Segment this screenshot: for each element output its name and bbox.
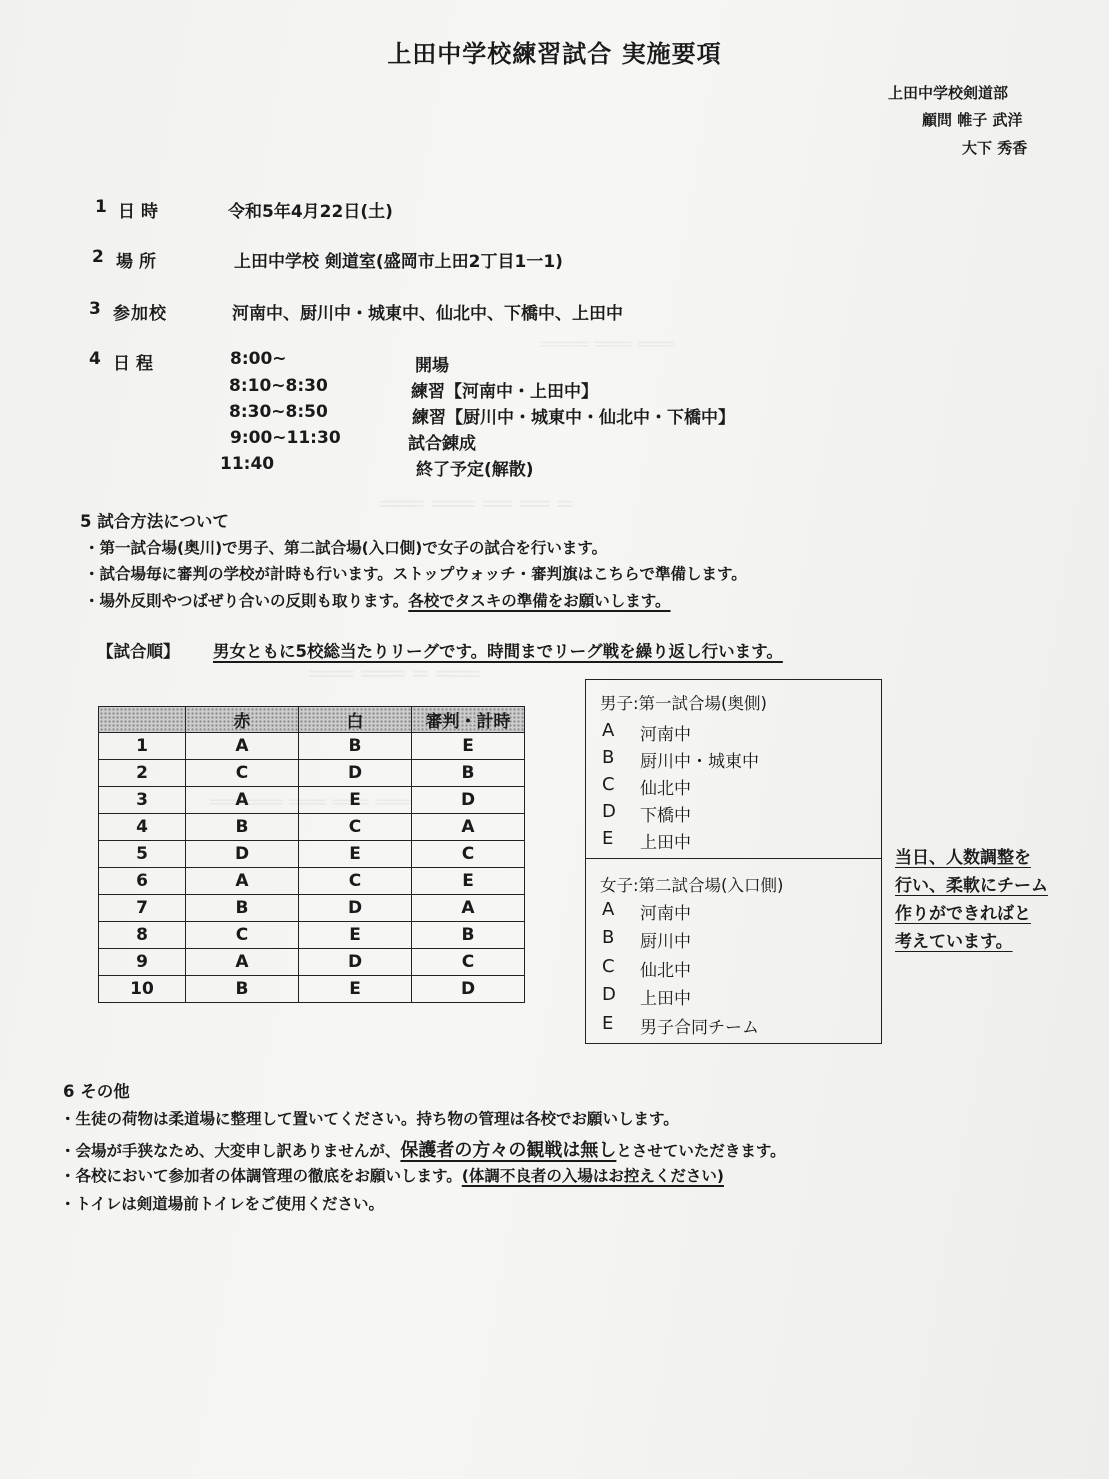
team-letter: A (602, 899, 615, 920)
section-number: 3 (89, 299, 101, 319)
table-cell: B (412, 760, 525, 787)
table-row (99, 787, 525, 814)
show-through-text (540, 332, 674, 356)
table-cell: C (186, 760, 299, 787)
order-text: 男女ともに5校総当たりリーグです。時間までリーグ戦を繰り返し行います。 (213, 642, 783, 661)
table-cell: A (186, 868, 299, 895)
match-order-table (98, 706, 525, 1003)
table-cell: 6 (99, 868, 186, 895)
team-name: 仙北中 (640, 961, 691, 981)
team-letter: E (602, 1013, 614, 1034)
schedule-time: 8:30~8:50 (229, 402, 328, 422)
other-heading: 6 その他 (63, 1082, 130, 1101)
table-cell: A (186, 787, 299, 814)
team-name: 上田中 (640, 833, 691, 853)
schedule-time: 11:40 (220, 454, 275, 474)
other-line-text: ・会場が手狭なため、大変申し訳ありませんが、 (60, 1142, 401, 1160)
method-line-text: ・場外反則やつばぜり合いの反則も取ります。 (84, 592, 409, 610)
table-cell: B (299, 733, 412, 760)
table-header-cell: 赤 (186, 707, 299, 733)
boys-heading: 男子:第一試合場(奥側) (600, 694, 767, 713)
table-cell: A (412, 814, 525, 841)
table-cell: E (299, 787, 412, 814)
team-name: 下橋中 (640, 806, 691, 826)
schedule-time: 8:10~8:30 (229, 376, 328, 396)
table-cell: 8 (99, 922, 186, 949)
table-cell: 3 (99, 787, 186, 814)
schedule-event: 練習【厨川中・城東中・仙北中・下橋中】 (412, 408, 735, 428)
table-cell: 1 (99, 733, 186, 760)
table-row (99, 868, 525, 895)
table-cell: 9 (99, 949, 186, 976)
table-cell: E (412, 733, 525, 760)
other-line (60, 1136, 786, 1162)
girls-heading: 女子:第二試合場(入口側) (600, 876, 784, 895)
method-line: ・試合場毎に審判の学校が計時も行います。ストップウォッチ・審判旗はこちらで準備します。 (84, 565, 747, 583)
table-cell: D (299, 895, 412, 922)
table-cell: C (186, 922, 299, 949)
side-note-line: 作りができればと (895, 904, 1031, 924)
table-cell: C (299, 868, 412, 895)
date-label: 日時 (118, 202, 164, 222)
show-through-text (380, 490, 572, 518)
table-row (99, 841, 525, 868)
other-line: ・トイレは剣道場前トイレをご使用ください。 (60, 1195, 384, 1213)
place-value: 上田中学校 剣道室(盛岡市上田2丁目1一1) (234, 252, 563, 272)
table-cell: D (186, 841, 299, 868)
team-letter: A (602, 720, 615, 741)
team-name: 河南中 (640, 725, 691, 745)
table-cell: 2 (99, 760, 186, 787)
table-header-cell (99, 707, 186, 733)
table-cell: 7 (99, 895, 186, 922)
date-value: 令和5年4月22日(土) (228, 202, 393, 222)
method-heading: 5 試合方法について (80, 512, 229, 531)
table-row (99, 733, 525, 760)
section-number: 2 (92, 247, 104, 267)
other-line: ・生徒の荷物は柔道場に整理して置いてください。持ち物の管理は各校でお願いします。 (60, 1110, 679, 1128)
table-cell: D (412, 787, 525, 814)
table-cell: C (299, 814, 412, 841)
table-row (99, 976, 525, 1003)
table-cell: A (186, 949, 299, 976)
team-name: 厨川中 (640, 932, 691, 952)
schedule-event: 開場 (415, 356, 449, 376)
box-divider (586, 858, 881, 859)
table-cell: 4 (99, 814, 186, 841)
table-header-row (99, 707, 525, 733)
table-cell: C (412, 841, 525, 868)
other-line-text: ・各校において参加者の体調管理の徹底をお願いします。 (60, 1167, 462, 1185)
table-cell: A (186, 733, 299, 760)
team-name: 厨川中・城東中 (640, 752, 759, 772)
table-row (99, 895, 525, 922)
schedule-time: 9:00~11:30 (230, 428, 341, 448)
method-line: ・第一試合場(奥川)で男子、第二試合場(入口側)で女子の試合を行います。 (84, 539, 608, 557)
schedule-label: 日程 (113, 354, 159, 374)
table-cell: 10 (99, 976, 186, 1003)
team-name: 河南中 (640, 904, 691, 924)
table-cell: B (186, 895, 299, 922)
schedule-time: 8:00~ (230, 349, 287, 369)
place-label: 場所 (116, 252, 162, 272)
team-name: 上田中 (640, 989, 691, 1009)
table-row (99, 760, 525, 787)
table-header-cell: 審判・計時 (412, 707, 525, 733)
other-line-emphasis: 保護者の方々の観戦は無し (400, 1140, 617, 1161)
table-cell: C (412, 949, 525, 976)
table-cell: E (412, 868, 525, 895)
table-header-cell: 白 (299, 707, 412, 733)
order-label: 【試合順】 (97, 642, 180, 661)
method-line (84, 589, 671, 611)
page-title: 上田中学校練習試合 実施要項 (387, 40, 722, 68)
section-number: 1 (95, 197, 107, 217)
team-letter: D (602, 801, 616, 822)
other-line (60, 1164, 724, 1186)
schedule-event: 練習【河南中・上田中】 (411, 382, 598, 402)
schedule-event: 試合錬成 (408, 434, 476, 454)
method-line-emphasis: 各校でタスキの準備をお願いします。 (408, 592, 671, 610)
schedule-event: 終了予定(解散) (416, 460, 534, 480)
schools-label: 参加校 (113, 304, 167, 324)
table-cell: 5 (99, 841, 186, 868)
table-cell: A (412, 895, 525, 922)
team-letter: C (602, 956, 615, 977)
organizer-advisor: 顧問 帷子 武洋 (922, 111, 1023, 129)
team-letter: B (602, 927, 615, 948)
other-line-text: とさせていただきます。 (616, 1142, 786, 1160)
section-number: 4 (89, 349, 101, 369)
table-cell: D (412, 976, 525, 1003)
team-assignment-box (585, 679, 882, 1044)
organizer-member: 大下 秀香 (962, 139, 1028, 157)
team-letter: C (602, 774, 615, 795)
other-line-emphasis: (体調不良者の入場はお控えください) (461, 1167, 724, 1185)
table-cell: B (186, 814, 299, 841)
side-note-line: 考えています。 (895, 932, 1013, 952)
show-through-text (310, 660, 480, 688)
schools-value: 河南中、厨川中・城東中、仙北中、下橋中、上田中 (232, 304, 623, 324)
table-row (99, 949, 525, 976)
team-name: 仙北中 (640, 779, 691, 799)
side-note-line: 当日、人数調整を (895, 848, 1031, 868)
organizer-club: 上田中学校剣道部 (888, 84, 1009, 102)
table-cell: E (299, 841, 412, 868)
table-row (99, 814, 525, 841)
table-cell: E (299, 922, 412, 949)
team-letter: E (602, 828, 614, 849)
team-letter: D (602, 984, 616, 1005)
table-cell: B (186, 976, 299, 1003)
side-note-line: 行い、柔軟にチーム (895, 876, 1048, 896)
table-cell: D (299, 760, 412, 787)
table-cell: E (299, 976, 412, 1003)
table-cell: D (299, 949, 412, 976)
team-name: 男子合同チーム (640, 1018, 759, 1038)
table-row (99, 922, 525, 949)
team-letter: B (602, 747, 615, 768)
table-cell: B (412, 922, 525, 949)
